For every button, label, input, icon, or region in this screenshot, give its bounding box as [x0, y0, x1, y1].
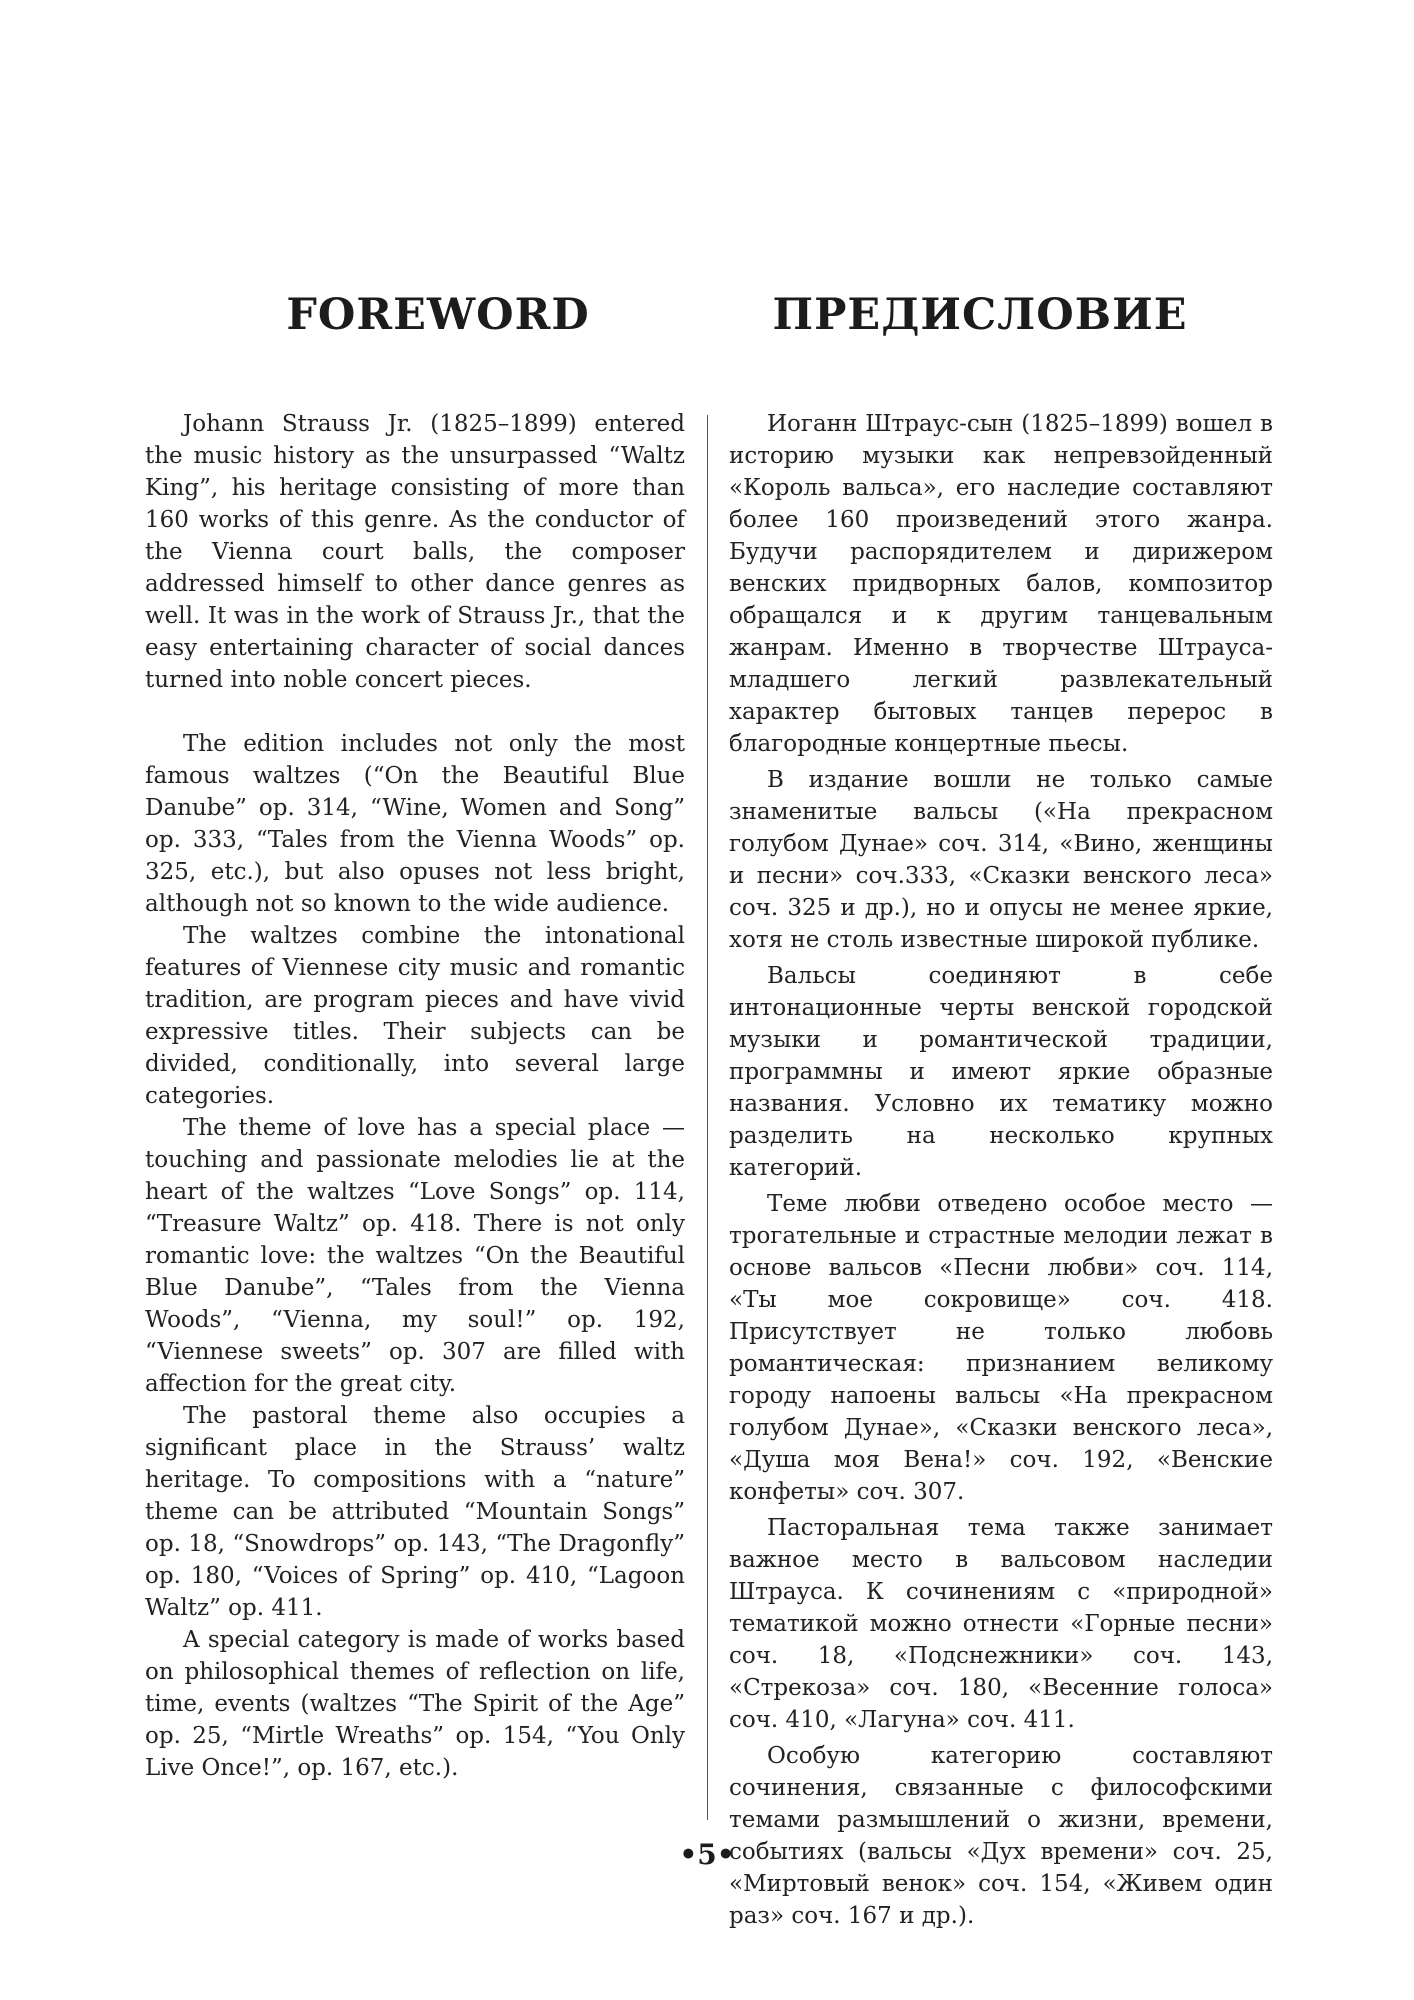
english-paragraph: A special category is made of works based on philosophical themes of reflection on life, time, events (waltzes “The Spirit of the Age” op. 25, “Mirtle Wreaths” op. 154, “You Only Live Once!”, op. 167, etc.).: [145, 1627, 685, 1781]
english-paragraph: Johann Strauss Jr. (1825–1899) entered the music history as the unsurpassed “Waltz King”, his heritage consisting of more than 160 works of this genre. As the conductor of the Vienna court balls, the composer addressed himself to other dance genres as well. It was in the work of Strauss Jr., that the easy entertaining character of social dances turned into noble concert pieces.: [145, 411, 685, 693]
russian-title: ПРЕДИСЛОВИЕ: [772, 290, 1188, 340]
russian-paragraph: Особую категорию составляют сочинения, связанные с философскими темами размышлений о жизни, времени, событиях (вальсы «Дух времени» соч. 25, «Миртовый венок» соч. 154, «Живем один раз» соч. 167 и др.).: [729, 1743, 1273, 1929]
russian-paragraph: Вальсы соединяют в себе интонационные черты венской городской музыки и романтической традиции, программны и имеют яркие образные названия. Условно их тематику можно разделить на несколько крупных категорий.: [729, 963, 1273, 1181]
russian-paragraph: Иоганн Штраус-сын (1825–1899) вошел в историю музыки как непревзойденный «Король вальса», его наследие составляют более 160 произведений этого жанра. Будучи распорядителем и дирижером венских придворных балов, композитор обращался и к другим танцевальным жанрам. Именно в творчестве Штрауса-младшего легкий развлекательный характер бытовых танцев перерос в благородные концертные пьесы.: [729, 411, 1273, 757]
english-column: [145, 408, 685, 1784]
russian-column: [729, 408, 1273, 1932]
russian-paragraph: В издание вошли не только самые знаменитые вальсы («На прекрасном голубом Дунае» соч. 314, «Вино, женщины и песни» соч.333, «Сказки венского леса» соч. 325 и др.), но и опусы не менее яркие, хотя не столь известные широкой публике.: [729, 767, 1273, 953]
english-paragraph: The edition includes not only the most famous waltzes (“On the Beautiful Blue Danube” op. 314, “Wine, Women and Song” op. 333, “Tales from the Vienna Woods” op. 325, etc.), but also opuses not less bright, although not so known to the wide audience.: [145, 731, 685, 917]
english-title: FOREWORD: [286, 290, 590, 340]
english-paragraph: The theme of love has a special place — touching and passionate melodies lie at the heart of the waltzes “Love Songs” op. 114, “Treasure Waltz” op. 418. There is not only romantic love: the waltzes “On the Beautiful Blue Danube”, “Tales from the Vienna Woods”, “Vienna, my soul!” op. 192, “Viennese sweets” op. 307 are filled with affection for the great city.: [145, 1115, 685, 1397]
english-paragraph: The pastoral theme also occupies a significant place in the Strauss’ waltz heritage. To compositions with a “nature” theme can be attributed “Mountain Songs” op. 18, “Snowdrops” op. 143, “The Dragonfly” op. 180, “Voices of Spring” op. 410, “Lagoon Waltz” op. 411.: [145, 1403, 685, 1621]
page-number: •5•: [679, 1838, 735, 1871]
russian-paragraph: Теме любви отведено особое место — трогательные и страстные мелодии лежат в основе вальсов «Песни любви» соч. 114, «Ты мое сокровище» соч. 418. Присутствует не только любовь романтическая: признанием великому городу напоены вальсы «На прекрасном голубом Дунае», «Сказки венского леса», «Душа моя Вена!» соч. 192, «Венские конфеты» соч. 307.: [729, 1191, 1273, 1505]
russian-paragraph: Пасторальная тема также занимает важное место в вальсовом наследии Штрауса. К сочинениям с «природной» тематикой можно отнести «Горные песни» соч. 18, «Подснежники» соч. 143, «Стрекоза» соч. 180, «Весенние голоса» соч. 410, «Лагуна» соч. 411.: [729, 1515, 1273, 1733]
english-paragraph: The waltzes combine the intonational features of Viennese city music and romantic tradition, are program pieces and have vivid expressive titles. Their subjects can be divided, conditionally, into several large categories.: [145, 923, 685, 1109]
column-divider: [707, 415, 708, 1820]
